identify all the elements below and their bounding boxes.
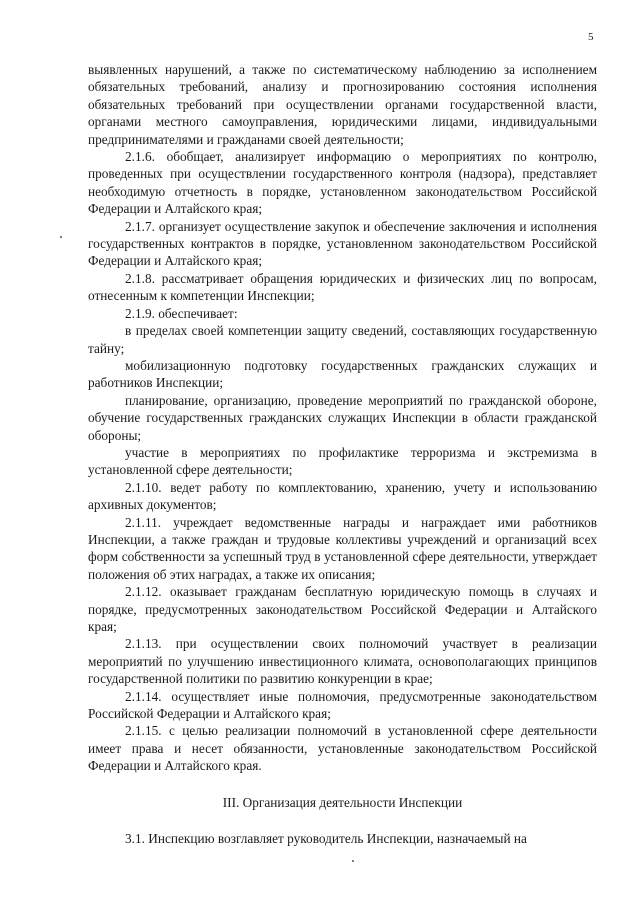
scan-speck	[60, 236, 62, 238]
paragraph-2-1-6: 2.1.6. обобщает, анализирует информацию о мероприятиях по контролю, проведенных при осуществлении государственного контроля (надзора), представляет необходимую отчетность в порядке, установленном законодательством Российской Федерации и Алтайского края;	[88, 149, 597, 217]
paragraph-2-1-14: 2.1.14. осуществляет иные полномочия, предусмотренные законодательством Российской Федерации и Алтайского края;	[88, 688, 597, 722]
page-number: 5	[588, 31, 594, 43]
section-heading: III. Организация деятельности Инспекции	[222, 794, 463, 810]
scan-speck	[352, 860, 354, 862]
paragraph-2-1-9-mobilization: мобилизационную подготовку государственных гражданских служащих и работников Инспекции;	[88, 357, 597, 391]
paragraph-2-1-10: 2.1.10. ведет работу по комплектованию, хранению, учету и использованию архивных документов;	[88, 479, 597, 513]
paragraph-2-1-9-terrorism: участие в мероприятиях по профилактике терроризма и экстремизма в установленной сфере деятельности;	[88, 444, 597, 478]
paragraph-3-1: 3.1. Инспекцию возглавляет руководитель Инспекции, назначаемый на	[125, 831, 527, 847]
paragraph-2-1-8: 2.1.8. рассматривает обращения юридических и физических лиц по вопросам, отнесенным к компетенции Инспекции;	[88, 270, 597, 304]
document-body	[88, 61, 597, 847]
paragraph-2-1-7: 2.1.7. организует осуществление закупок и обеспечение заключения и исполнения государственных контрактов в порядке, установленном законодательством Российской Федерации и Алтайского края;	[88, 218, 597, 269]
paragraph-2-1-9-secrecy: в пределах своей компетенции защиту сведений, составляющих государственную тайну;	[88, 323, 597, 356]
paragraph-2-1-11: 2.1.11. учреждает ведомственные награды и награждает ими работников Инспекции, а также граждан и трудовые коллективы учреждений и организаций всех форм собственности за успешный труд в установленной сфере деятельности, утверждает положения об этих наградах, а также их описания;	[88, 514, 597, 582]
paragraph-2-1-12: 2.1.12. оказывает гражданам бесплатную юридическую помощь в случаях и порядке, предусмотренных законодательством Российской Федерации и Алтайского края;	[88, 584, 597, 634]
paragraph-2-1-9-civil-defense: планирование, организацию, проведение мероприятий по гражданской обороне, обучение государственных гражданских служащих Инспекции в области гражданской обороны;	[88, 392, 597, 443]
paragraph-continuation: выявленных нарушений, а также по систематическому наблюдению за исполнением обязательных требований, анализу и прогнозированию состояния исполнения обязательных требований при осуществлении органами государственной власти, органами местного самоуправления, юридическими лицами, индивидуальными предпринимателями и гражданами своей деятельности;	[88, 62, 597, 147]
paragraph-2-1-15: 2.1.15. с целью реализации полномочий в установленной сфере деятельности имеет права и несет обязанности, установленные законодательством Российской Федерации и Алтайского края.	[88, 723, 597, 774]
paragraph-2-1-9: 2.1.9. обеспечивает:	[125, 305, 238, 321]
paragraph-2-1-13: 2.1.13. при осуществлении своих полномочий участвует в реализации мероприятий по улучшению инвестиционного климата, основополагающих принципов государственной политики по развитию конкуренции в крае;	[88, 636, 597, 687]
